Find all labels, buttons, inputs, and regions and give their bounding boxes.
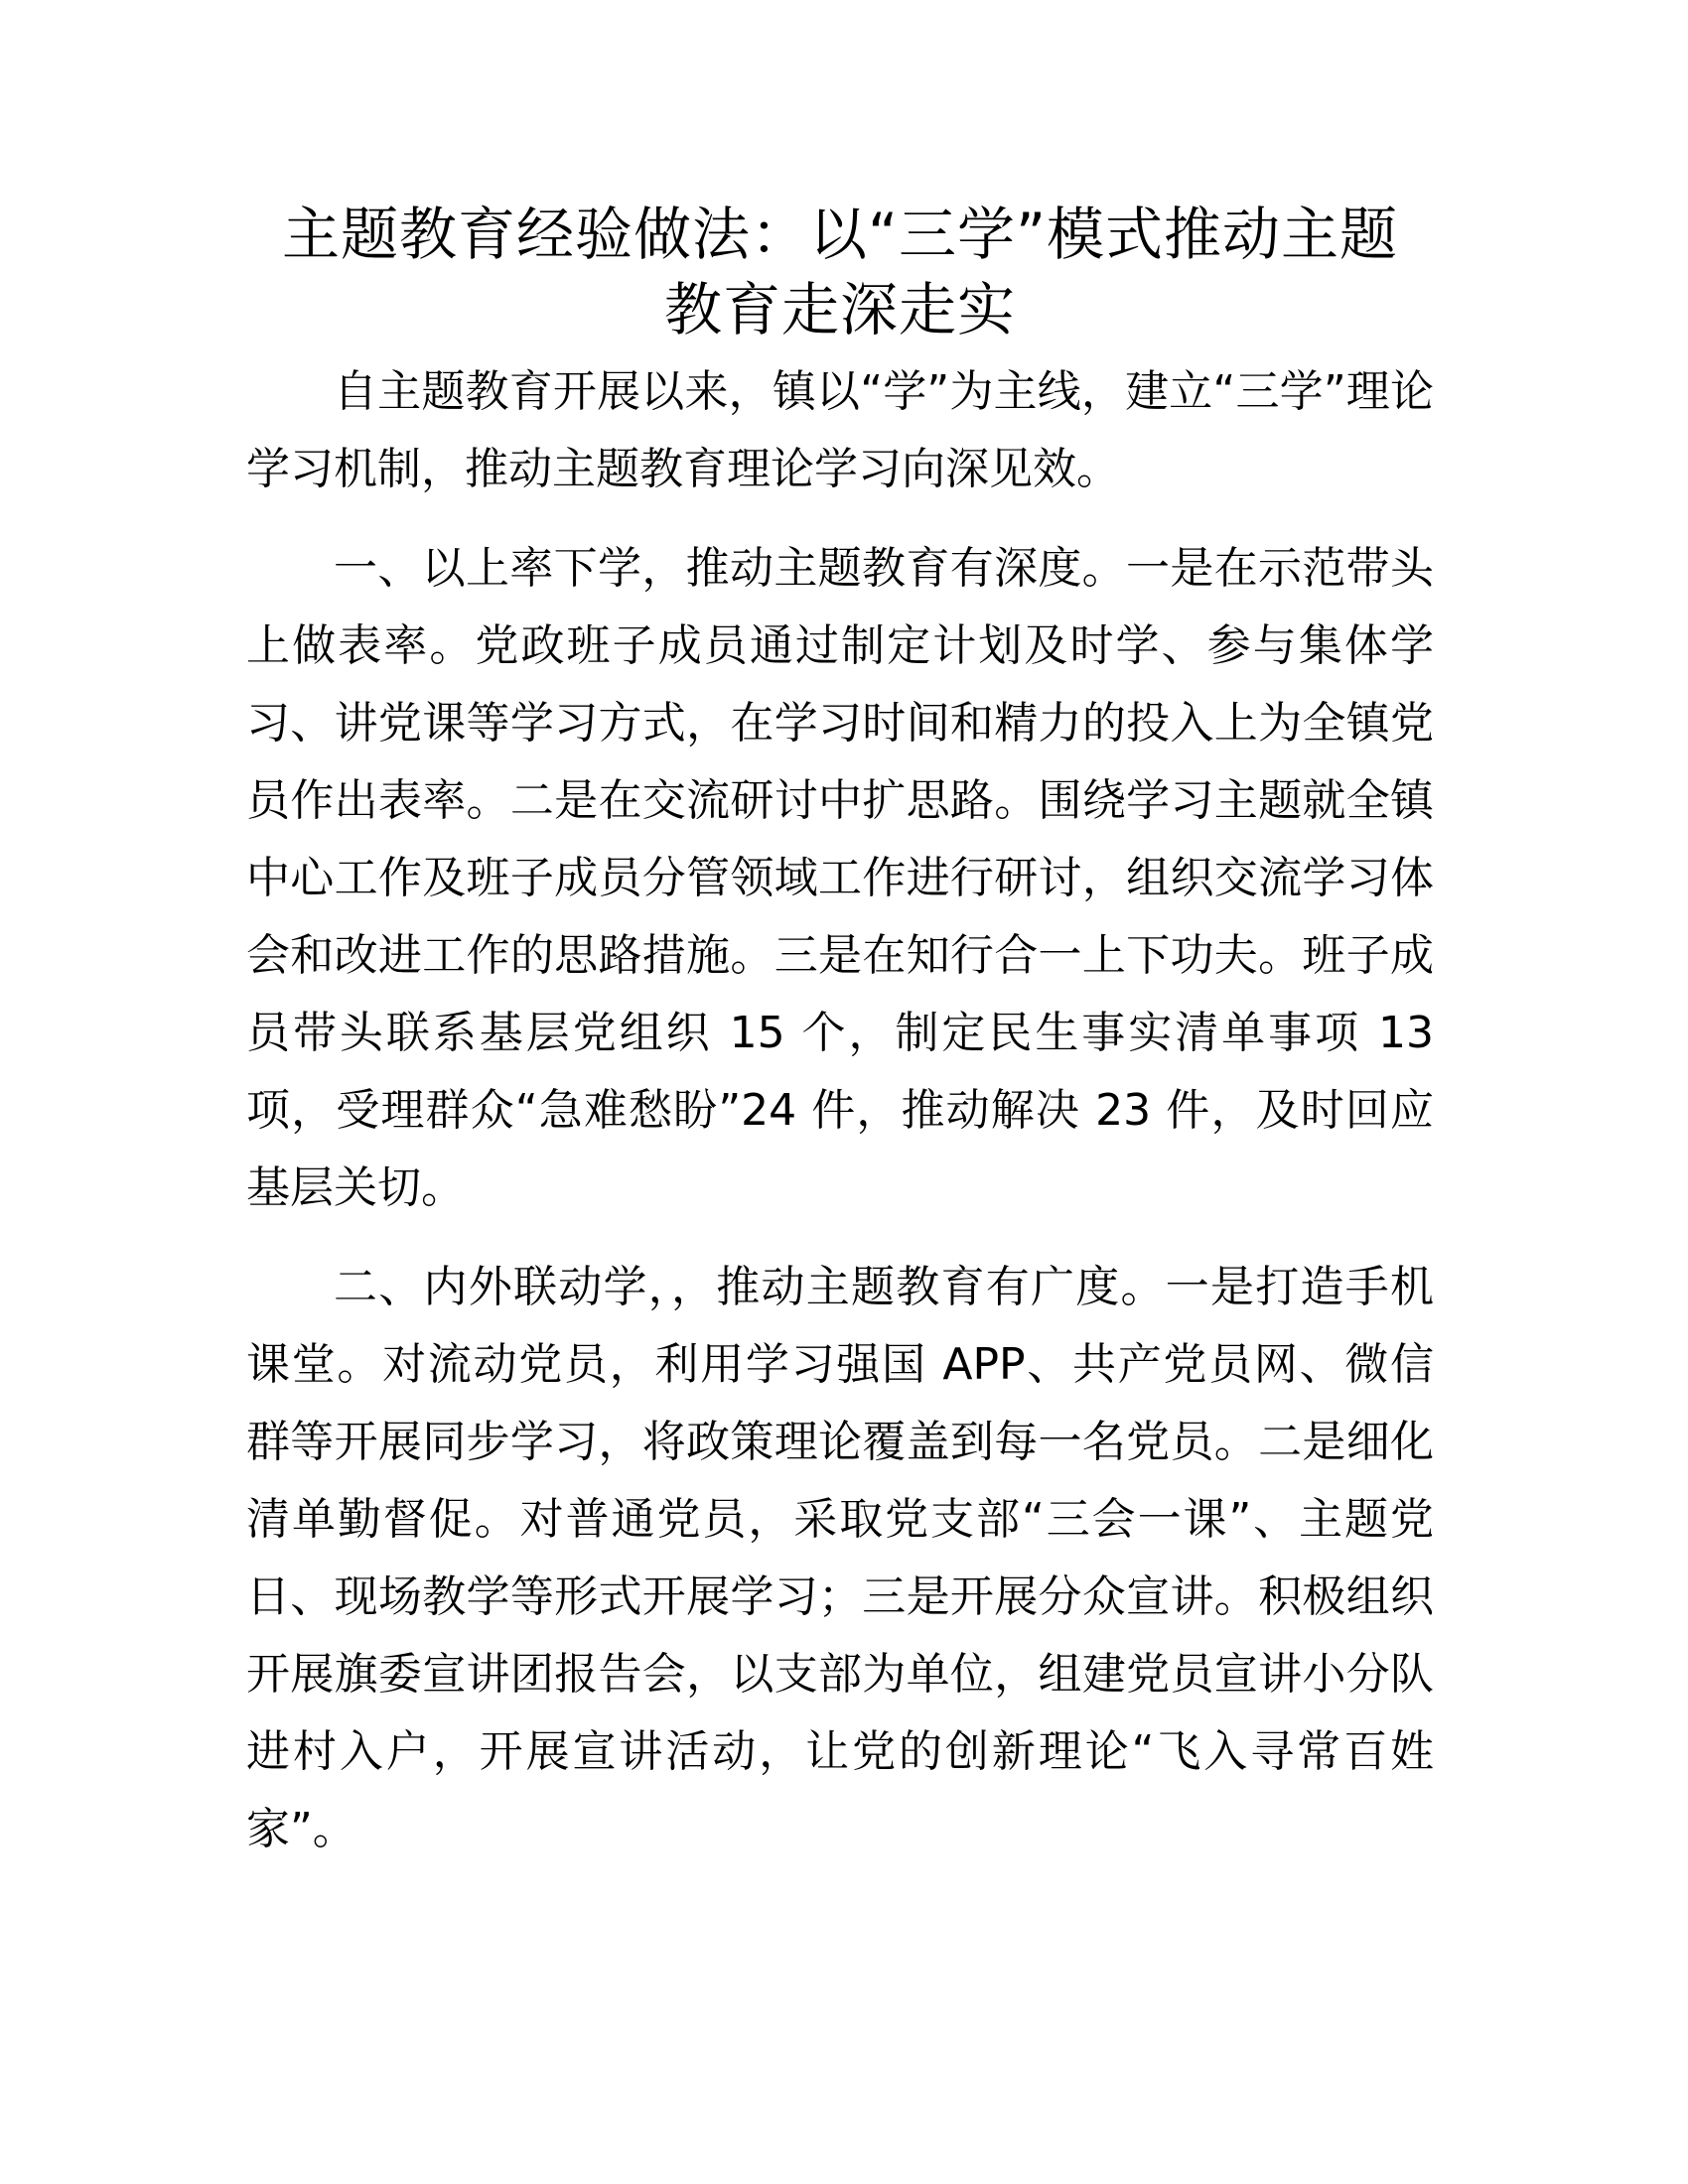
section-one-paragraph: 一、以上率下学，推动主题教育有深度。一是在示范带头上做表率。党政班子成员通过制定计划及时学、参与集体学习、讲党课等学习方式，在学习时间和精力的投入上为全镇党员作出表率。二是在交流研讨中扩思路。围绕学习主题就全镇中心工作及班子成员分管领域工作进行研讨，组织交流学习体会和改进工作的思路措施。三是在知行合一上下功夫。班子成员带头联系基层党组织 15 个，制定民生事实清单事项 13 项，受理群众“急难愁盼”24 件，推动解决 23 件，及时回应基层关切。 bbox=[246, 543, 1434, 1213]
title-line-2: 教育走深走实 bbox=[663, 276, 1016, 343]
document-title bbox=[246, 197, 1434, 347]
intro-paragraph: 自主题教育开展以来，镇以“学”为主线，建立“三学”理论学习机制，推动主题教育理论学习向深见效。 bbox=[246, 366, 1434, 494]
section-two-paragraph: 二、内外联动学，，推动主题教育有广度。一是打造手机课堂。对流动党员，利用学习强国 APP、共产党员网、微信群等开展同步学习，将政策理论覆盖到每一名党员。二是细化清单勤督促。对普通党员，采取党支部“三会一课”、主题党日、现场教学等形式开展学习；三是开展分众宣讲。积极组织开展旗委宣讲团报告会，以支部为单位，组建党员宣讲小分队进村入户，开展宣讲活动，让党的创新理论“飞入寻常百姓家”。 bbox=[246, 1262, 1434, 1854]
title-line-1: 主题教育经验做法：以“三学”模式推动主题 bbox=[281, 201, 1399, 268]
document-body bbox=[246, 197, 1434, 1868]
